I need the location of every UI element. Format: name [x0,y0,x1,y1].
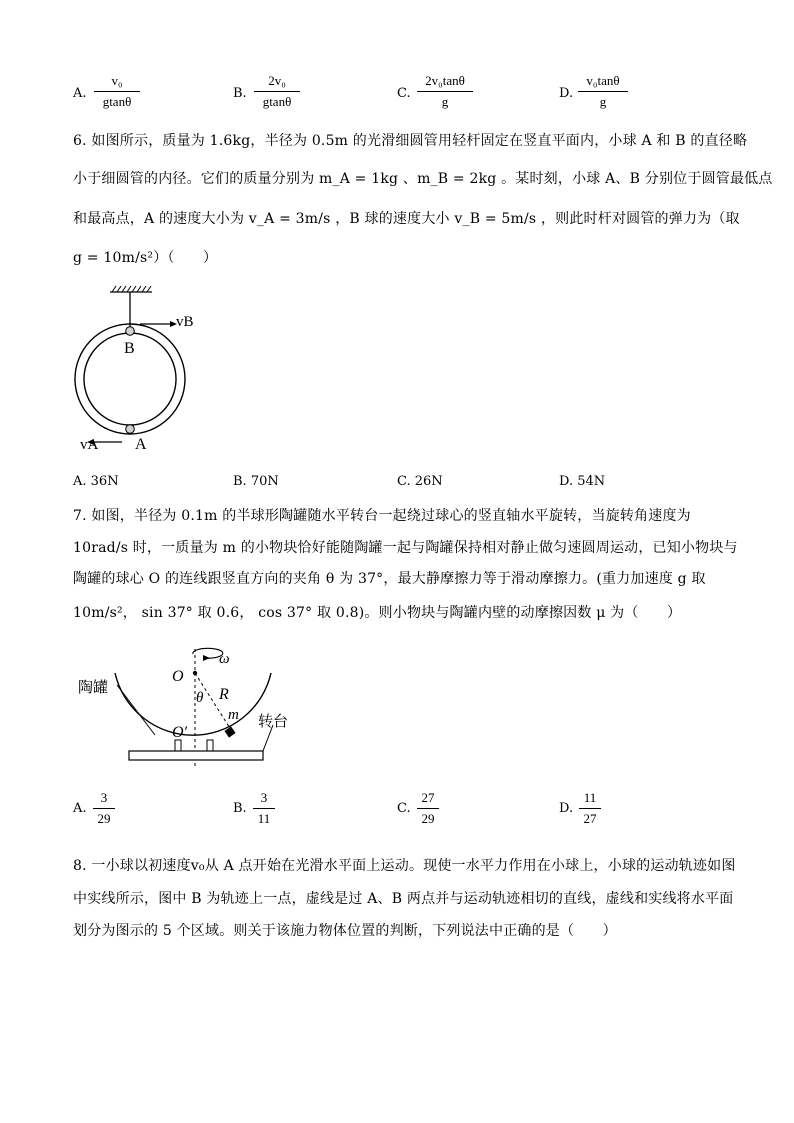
q5-option-c-letter: C. [397,86,411,101]
q8-text-line-3: 划分为图示的 5 个区域。则关于该施力物体位置的判断，下列说法中正确的是（ ） [73,923,617,939]
label-vb: vB [176,314,194,330]
q6-option-a: A. 36N [73,474,119,489]
turntable [129,751,263,760]
q7-option-c-denominator: 29 [421,811,435,826]
q7-text-line-3: 陶罐的球心 O 的连线跟竖直方向的夹角 θ 为 37°，最大静摩擦力等于滑动摩擦力。(重力加速度 g 取 [73,571,706,587]
label-omega: ω [219,651,230,667]
q5-option-d-numerator: v₀tanθ [586,73,620,88]
q7-option-b-fraction [253,789,275,828]
q5-option-c-fraction [417,72,473,111]
q8-text-line-1: 8. 一小球以初速度v₀从 A 点开始在光滑水平面上运动。现使一水平力作用在小球上，小球的运动轨迹如图 [73,858,736,874]
q7-option-c-fraction [417,789,439,828]
q7-text-line-2: 10rad/s 时，一质量为 m 的小物块恰好能随陶罐一起与陶罐保持相对静止做匀速圆周运动，已知小物块与 [73,540,738,556]
label-taoguan: 陶罐 [78,678,109,696]
q5-option-a-denominator: gtanθ [102,94,132,109]
q5-option-c-denominator: g [441,94,449,109]
q5-option-b-denominator: gtanθ [262,94,292,109]
q7-option-b-denominator: 11 [257,811,271,826]
ball-a [126,425,135,434]
q5-option-b-letter: B. [233,86,247,101]
q6-text-line-1: 6. 如图所示，质量为 1.6kg，半径为 0.5m 的光滑细圆管用轻杆固定在竖直平面内，小球 A 和 B 的直径略 [73,133,748,149]
label-o: O [172,668,184,685]
label-r: R [219,686,229,703]
q7-option-d-numerator: 11 [583,790,597,805]
q6-option-c: C. 26N [397,474,443,489]
label-a: A [135,436,147,453]
q6-text-line-3: 和最高点，A 的速度大小为 v_A = 3m/s ，B 球的速度大小 v_B = 5m/s ，则此时杆对圆管的弹力为（取 [73,211,740,227]
q6-option-d: D. 54N [559,474,606,489]
q7-option-b-letter: B. [233,801,247,816]
q5-option-d-fraction [578,72,628,111]
q8-text-line-2: 中实线所示，图中 B 为轨迹上一点，虚线是过 A、B 两点并与运动轨迹相切的直线，虚线和实线将水平面 [73,891,734,907]
q5-option-b-fraction [254,72,300,111]
q7-pot-figure [75,645,295,770]
q7-option-a-denominator: 29 [97,811,111,826]
ceiling-hatch [112,286,151,292]
q6-text-line-4: g = 10m/s²）（ ） [73,250,218,266]
label-zhuantai: 转台 [258,712,289,730]
q5-option-d-denominator: g [599,94,607,109]
q7-option-c-letter: C. [397,801,411,816]
q6-text-line-2: 小于细圆管的内径。它们的质量分别为 m_A = 1kg 、m_B = 2kg 。某时刻，小球 A、B 分别位于圆管最低点 [73,171,773,187]
q5-option-a-numerator: v₀ [111,73,123,88]
q5-option-d-letter: D. [559,86,574,101]
q7-text-line-1: 7. 如图，半径为 0.1m 的半球形陶罐随水平转台一起绕过球心的竖直轴水平旋转，当旋转角速度为 [73,508,691,524]
q5-option-a-fraction [94,72,140,111]
q6-option-b: B. 70N [233,474,279,489]
q7-option-d-fraction [579,789,601,828]
q5-option-c-numerator: 2v₀tanθ [425,73,465,88]
q7-option-a-numerator: 3 [100,790,108,805]
label-o-prime: O′ [172,724,188,741]
q7-option-a-fraction [93,789,115,828]
pot-bowl [115,673,271,735]
q5-option-a-letter: A. [73,86,87,101]
q7-option-d-letter: D. [559,801,574,816]
q5-option-b-numerator: 2v₀ [268,73,286,88]
label-b: B [124,340,135,357]
q7-text-line-4: 10m/s²， sin 37° 取 0.6， cos 37° 取 0.8)。则小物块与陶罐内壁的动摩擦因数 μ 为（ ） [73,605,682,621]
center-point [193,671,197,675]
q7-option-c-numerator: 27 [421,790,435,805]
q7-option-b-numerator: 3 [260,790,268,805]
q7-option-a-letter: A. [73,801,87,816]
label-theta: θ [196,690,204,706]
label-va: vA [80,437,99,453]
q7-option-d-denominator: 27 [583,811,597,826]
ball-b [126,327,135,336]
label-m: m [228,707,239,723]
q6-ring-figure [60,282,210,462]
